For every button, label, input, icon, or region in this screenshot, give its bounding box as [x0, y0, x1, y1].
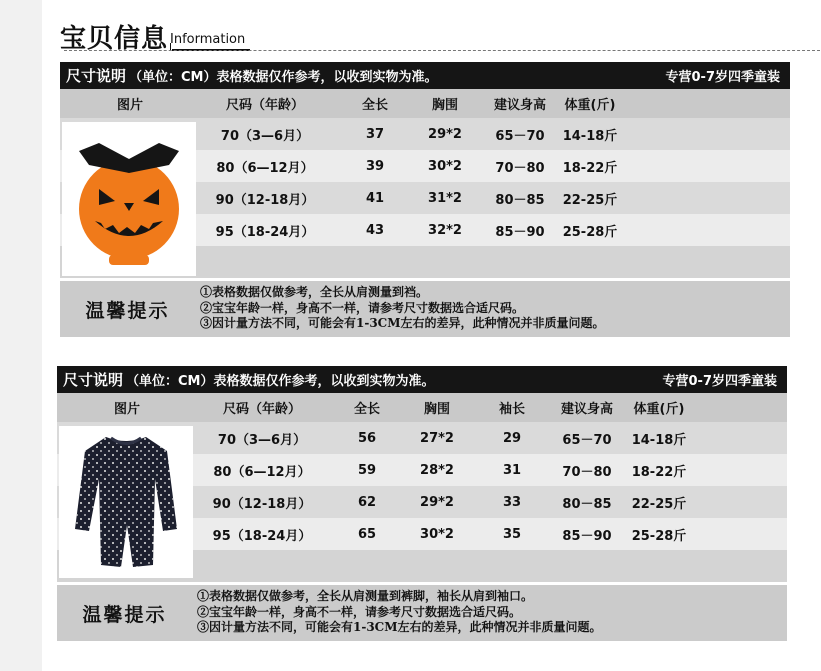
height-cell: 70－80	[495, 160, 545, 176]
height-cell: 85－90	[495, 224, 545, 240]
table-title-note: （单位：CM）表格数据仅作参考，以收到实物为准。	[126, 374, 435, 389]
sleeve-cell: 29	[502, 430, 522, 446]
length-cell: 41	[365, 190, 385, 206]
header-length: 全长	[361, 98, 388, 113]
header-sleeve: 袖长	[498, 402, 525, 417]
size-cell: 90（12-18月）	[212, 496, 312, 512]
tips-box	[60, 281, 790, 337]
tip-line: ②宝宝年龄一样，身高不一样，请参考尺寸数据选合适尺码。	[200, 300, 525, 315]
length-cell: 37	[365, 126, 385, 142]
header-chest: 胸围	[431, 98, 458, 113]
tip-line: ①表格数据仅做参考，全长从肩测量到裆。	[200, 285, 429, 299]
tip-line: ③因计量方法不同，可能会有1-3CM左右的差异，此种情况并非质量问题。	[197, 620, 602, 634]
weight-cell: 14-18斤	[631, 432, 687, 448]
chest-cell: 28*2	[420, 462, 454, 478]
height-cell: 65－70	[562, 432, 612, 448]
chest-cell: 29*2	[428, 126, 462, 142]
tips-label: 温馨提示	[82, 603, 167, 626]
sleeve-cell: 35	[502, 526, 522, 542]
table-title: 尺寸说明	[66, 67, 127, 85]
height-cell: 65－70	[495, 128, 545, 144]
length-cell: 56	[357, 430, 377, 446]
size-cell: 95（18-24月）	[212, 528, 312, 544]
chest-cell: 30*2	[428, 158, 462, 174]
length-cell: 65	[357, 526, 377, 542]
heading-subtitle: Information	[170, 32, 246, 47]
sleeve-cell: 31	[502, 462, 522, 478]
tip-line: ①表格数据仅做参考，全长从肩测量到裤脚，袖长从肩到袖口。	[197, 589, 534, 603]
chest-cell: 29*2	[420, 494, 454, 510]
height-cell: 80－85	[562, 496, 612, 512]
table-body	[57, 422, 787, 582]
height-cell: 85－90	[562, 528, 612, 544]
size-cell: 95（18-24月）	[215, 224, 315, 240]
weight-cell: 25-28斤	[631, 528, 687, 544]
star-romper-icon	[71, 429, 181, 575]
height-cell: 80－85	[495, 192, 545, 208]
size-cell: 70（3—6月）	[220, 128, 310, 144]
tip-line: ③因计量方法不同，可能会有1-3CM左右的差异，此种情况并非质量问题。	[200, 316, 605, 330]
pumpkin-romper-icon	[69, 129, 189, 269]
size-cell: 80（6—12月）	[213, 464, 311, 480]
tip-line: ②宝宝年龄一样，身高不一样，请参考尺寸数据选合适尺码。	[197, 604, 522, 619]
chest-cell: 32*2	[428, 222, 462, 238]
tips-lines	[197, 589, 602, 636]
table-header-row	[57, 393, 787, 422]
header-weight: 体重(斤)	[633, 402, 685, 417]
header-size: 尺码（年龄）	[222, 402, 301, 417]
heading-dashed-rule	[64, 50, 820, 51]
header-chest: 胸围	[423, 402, 450, 417]
size-table-pumpkin	[60, 62, 790, 337]
height-cell: 70－80	[562, 464, 612, 480]
length-cell: 43	[365, 222, 385, 238]
chest-cell: 31*2	[428, 190, 462, 206]
left-strip	[0, 0, 42, 671]
chest-cell: 30*2	[420, 526, 454, 542]
weight-cell: 22-25斤	[631, 496, 687, 512]
table-title: 尺寸说明	[63, 371, 124, 389]
header-height: 建议身高	[493, 98, 546, 113]
header-image: 图片	[116, 98, 143, 113]
table-body	[60, 118, 790, 278]
tips-label: 温馨提示	[85, 299, 170, 322]
heading-title: 宝贝信息	[60, 24, 169, 54]
table-title-right: 专营0-7岁四季童装	[665, 70, 780, 85]
header-image: 图片	[113, 402, 140, 417]
length-cell: 62	[357, 494, 377, 510]
tips-box	[57, 585, 787, 641]
table-header-row	[60, 89, 790, 118]
table-title-bar	[60, 62, 790, 89]
product-image-pumpkin	[62, 122, 196, 276]
weight-cell: 22-25斤	[562, 192, 618, 208]
header-length: 全长	[353, 402, 380, 417]
section-heading	[60, 16, 820, 56]
table-title-bar	[57, 366, 787, 393]
length-cell: 39	[365, 158, 385, 174]
header-weight: 体重(斤)	[564, 98, 616, 113]
size-cell: 90（12-18月）	[215, 192, 315, 208]
size-cell: 80（6—12月）	[216, 160, 314, 176]
table-title-right: 专营0-7岁四季童装	[662, 374, 777, 389]
header-height: 建议身高	[560, 402, 613, 417]
product-image-star-romper	[59, 426, 193, 578]
size-cell: 70（3—6月）	[217, 432, 307, 448]
table-title-note: （单位：CM）表格数据仅作参考，以收到实物为准。	[129, 70, 438, 85]
header-size: 尺码（年龄）	[225, 98, 304, 113]
size-table-star-romper	[57, 366, 787, 641]
weight-cell: 14-18斤	[562, 128, 618, 144]
weight-cell: 18-22斤	[562, 160, 618, 176]
sleeve-cell: 33	[502, 494, 522, 510]
weight-cell: 18-22斤	[631, 464, 687, 480]
weight-cell: 25-28斤	[562, 224, 618, 240]
chest-cell: 27*2	[420, 430, 454, 446]
length-cell: 59	[357, 462, 377, 478]
tips-lines	[200, 285, 605, 332]
